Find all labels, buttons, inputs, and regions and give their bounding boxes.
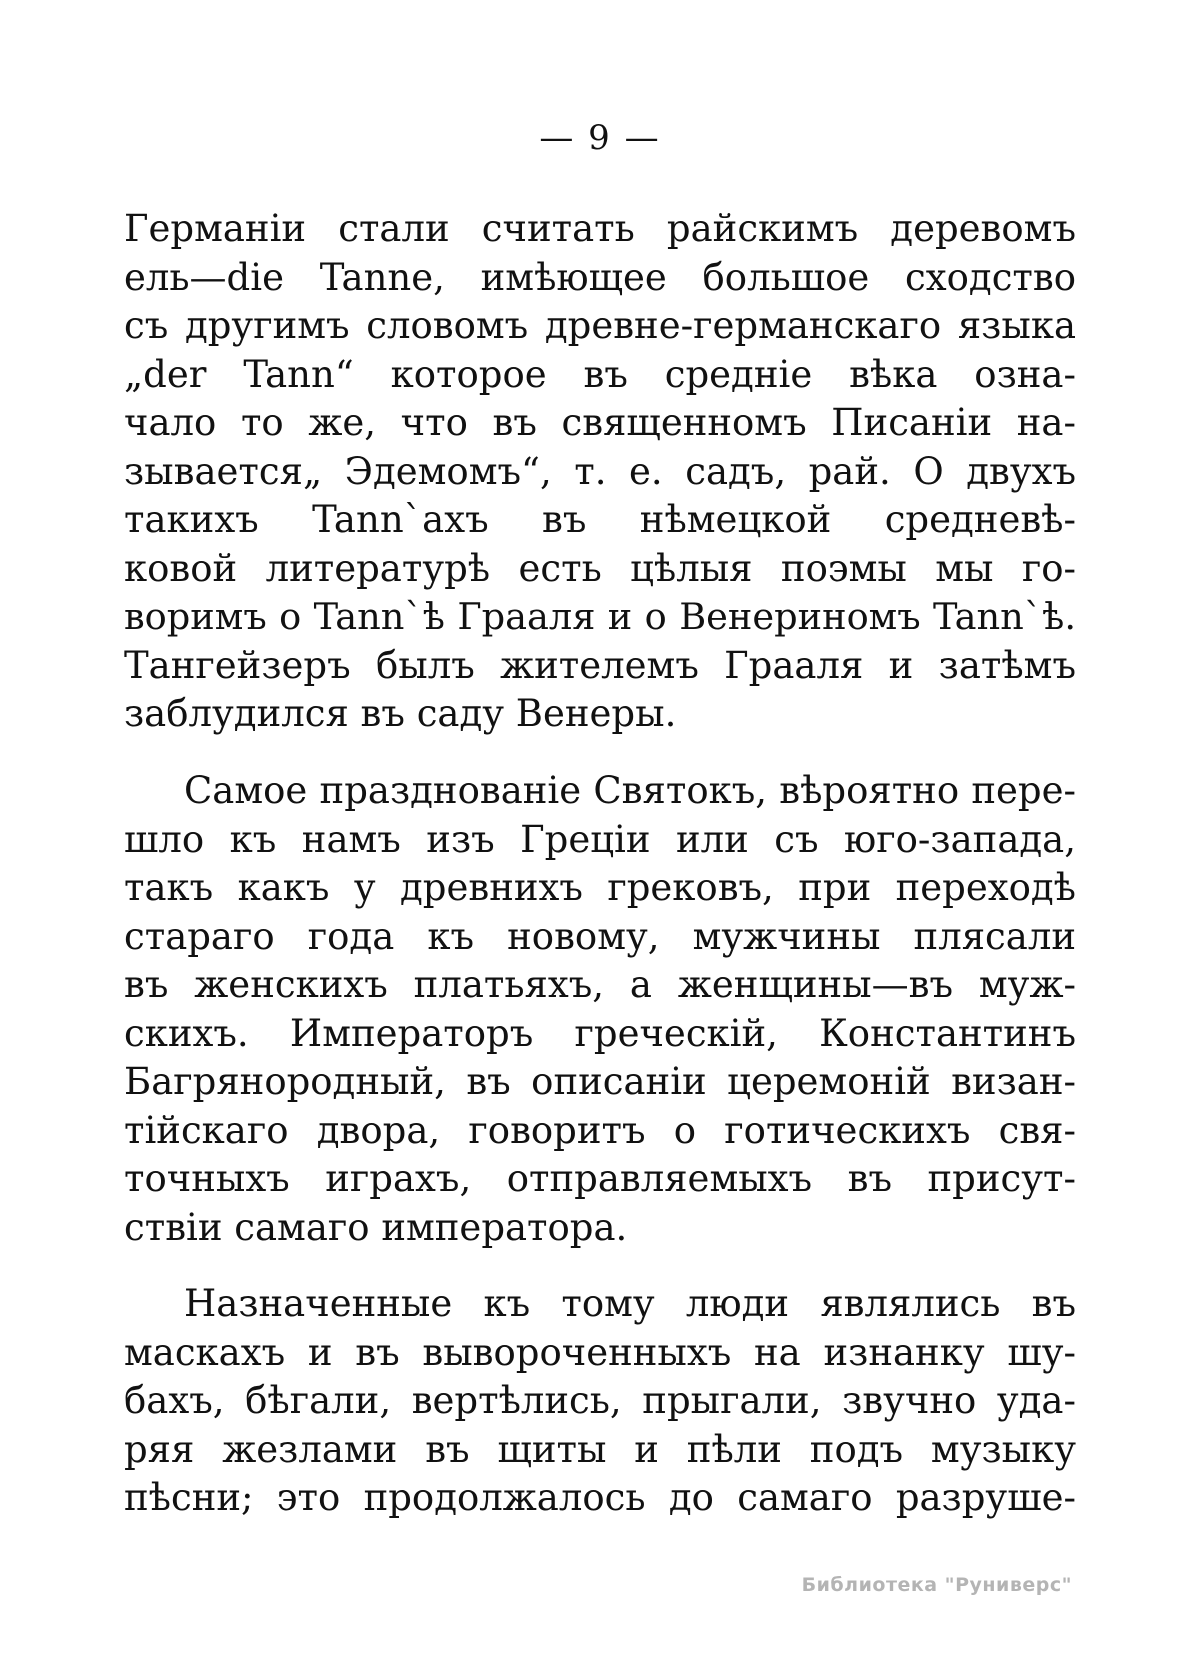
text-line: Назначенные къ тому люди являлись въ bbox=[184, 1282, 1076, 1325]
paragraph-3 bbox=[124, 1280, 1076, 1523]
paragraph-1 bbox=[124, 205, 1076, 739]
text-line: пѣсни; это продолжалось до самаго разруше- bbox=[124, 1476, 1076, 1519]
text-line: такъ какъ у древнихъ грековъ, при переходѣ bbox=[124, 866, 1076, 909]
paragraph-2 bbox=[124, 767, 1076, 1252]
text-line: ель—die Tanne, имѣющее большое сходство bbox=[124, 255, 1076, 299]
text-line: заблудился въ саду Венеры. bbox=[124, 692, 677, 735]
library-watermark: Библиотека "Руниверс" bbox=[801, 1574, 1072, 1596]
text-line: скихъ. Императоръ греческій, Константинъ bbox=[124, 1011, 1076, 1055]
text-line: точныхъ играхъ, отправляемыхъ въ присут- bbox=[124, 1157, 1076, 1200]
text-line: въ женскихъ платьяхъ, а женщины—въ муж- bbox=[124, 963, 1076, 1006]
text-line: Германіи стали считать райскимъ деревомъ bbox=[124, 207, 1076, 250]
text-line: тійскаго двора, говоритъ о готическихъ свя- bbox=[124, 1108, 1076, 1152]
text-line: ковой литературѣ есть цѣлыя поэмы мы го- bbox=[124, 546, 1076, 590]
text-line: съ другимъ словомъ древне-германскаго языка bbox=[124, 304, 1076, 347]
text-line: воримъ о Tann`ѣ Грааля и о Венериномъ Tann`ѣ. bbox=[124, 595, 1076, 638]
text-line: „der Tann“ которое въ средніе вѣка озна- bbox=[124, 352, 1076, 396]
text-line: такихъ Tann`ахъ въ нѣмецкой средневѣ- bbox=[124, 498, 1076, 541]
page-number: — 9 — bbox=[539, 118, 661, 158]
text-line: стараго года къ новому, мужчины плясали bbox=[124, 914, 1076, 958]
text-line: маскахъ и въ вывороченныхъ на изнанку шу- bbox=[124, 1330, 1076, 1374]
text-line: Тангейзеръ былъ жителемъ Грааля и затѣмъ bbox=[124, 643, 1076, 687]
text-line: ряя жезлами въ щиты и пѣли подъ музыку bbox=[124, 1427, 1076, 1471]
text-line: зывается„ Эдемомъ“, т. е. садъ, рай. О двухъ bbox=[124, 449, 1076, 493]
text-line: Багрянородный, въ описаніи церемоній визан- bbox=[124, 1060, 1076, 1103]
text-line: чало то же, что въ священномъ Писаніи на- bbox=[124, 401, 1076, 444]
text-line: шло къ намъ изъ Греціи или съ юго-запада, bbox=[124, 817, 1076, 861]
text-line: ствіи самаго императора. bbox=[124, 1205, 628, 1249]
text-line: бахъ, бѣгали, вертѣлись, прыгали, звучно уда- bbox=[124, 1379, 1076, 1422]
text-line: Самое празднованіе Святокъ, вѣроятно пере- bbox=[184, 769, 1076, 812]
